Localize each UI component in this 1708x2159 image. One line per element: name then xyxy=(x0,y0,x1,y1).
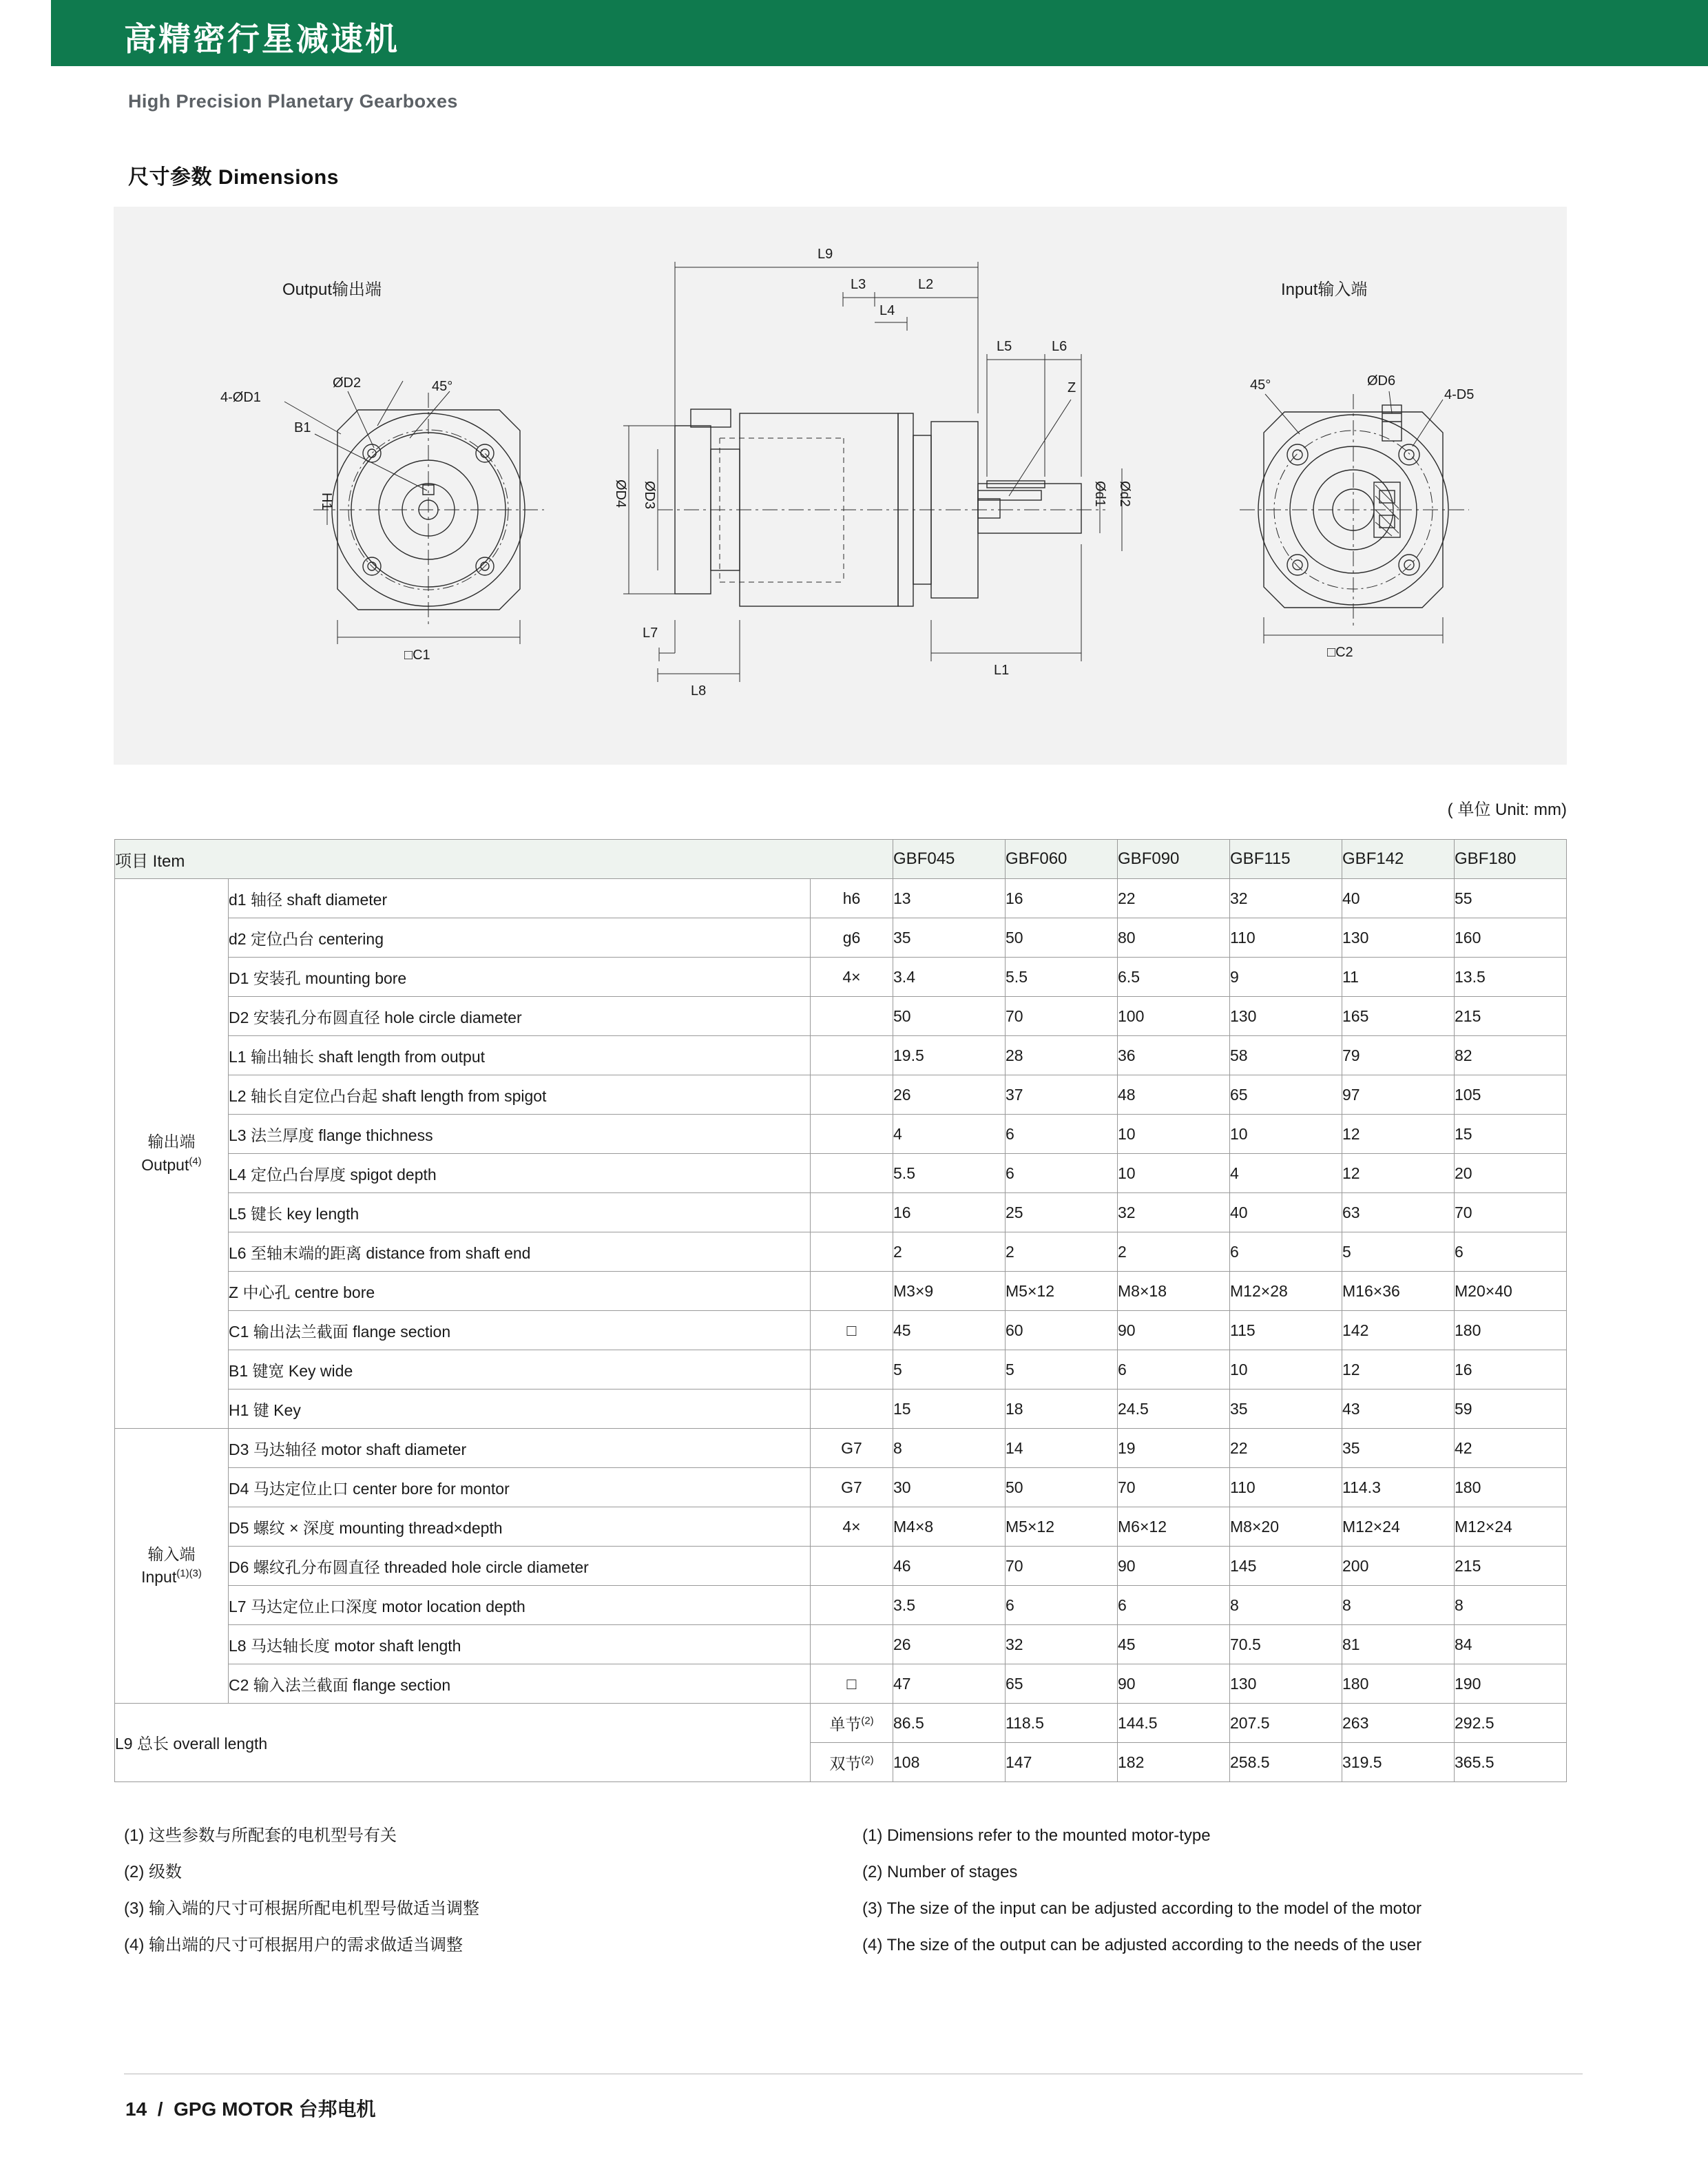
cell-value: 97 xyxy=(1342,1075,1455,1115)
cell-value: 26 xyxy=(893,1075,1006,1115)
cell-value: 5 xyxy=(1342,1232,1455,1272)
cell-value: 37 xyxy=(1006,1075,1118,1115)
page-subtitle: High Precision Planetary Gearboxes xyxy=(128,91,458,112)
cell-value: 160 xyxy=(1455,918,1567,958)
row-tol xyxy=(811,1154,893,1193)
row-tol: h6 xyxy=(811,879,893,918)
footnotes-cn xyxy=(124,1826,730,1972)
cell-value: 6 xyxy=(1006,1586,1118,1625)
cell-value: M12×28 xyxy=(1230,1272,1342,1311)
cell-value: 46 xyxy=(893,1547,1006,1586)
cell-value: 110 xyxy=(1230,918,1342,958)
cell-value: 145 xyxy=(1230,1547,1342,1586)
table-row xyxy=(115,1115,1567,1154)
row-tol xyxy=(811,1586,893,1625)
group-label-input-en: Input xyxy=(141,1568,177,1586)
row-tol xyxy=(811,1232,893,1272)
cell-value: M12×24 xyxy=(1342,1507,1455,1547)
group-label-input xyxy=(115,1429,229,1704)
cell-value: 6 xyxy=(1118,1350,1230,1390)
cell-value: 365.5 xyxy=(1455,1743,1567,1782)
cell-value: 6 xyxy=(1230,1232,1342,1272)
cell-value: 48 xyxy=(1118,1075,1230,1115)
cell-value: 45 xyxy=(1118,1625,1230,1664)
cell-value: 63 xyxy=(1342,1193,1455,1232)
footnote-cn-2: (2) 级数 xyxy=(124,1863,182,1881)
cell-value: 32 xyxy=(1230,879,1342,918)
table-row xyxy=(115,958,1567,997)
cell-value: 142 xyxy=(1342,1311,1455,1350)
cell-value: 50 xyxy=(1006,918,1118,958)
cell-value: 115 xyxy=(1230,1311,1342,1350)
table-row xyxy=(115,1664,1567,1704)
cell-value: 6 xyxy=(1118,1586,1230,1625)
row-desc: D2 安装孔分布圆直径 hole circle diameter xyxy=(229,997,811,1036)
cell-value: 50 xyxy=(1006,1468,1118,1507)
drawing-output-label: Output输出端 xyxy=(282,280,382,299)
cell-value: 5.5 xyxy=(893,1154,1006,1193)
cell-value: 4 xyxy=(1230,1154,1342,1193)
cell-value: 35 xyxy=(1230,1390,1342,1429)
page-footer xyxy=(125,2094,376,2122)
page-title: 高精密行星减速机 xyxy=(124,21,399,57)
row-desc: L4 定位凸台厚度 spigot depth xyxy=(229,1154,811,1193)
cell-value: 32 xyxy=(1006,1625,1118,1664)
cell-value: 144.5 xyxy=(1118,1704,1230,1743)
cell-value: 215 xyxy=(1455,1547,1567,1586)
cell-value: 35 xyxy=(1342,1429,1455,1468)
cell-value: 130 xyxy=(1342,918,1455,958)
label-l5: L5 xyxy=(997,339,1012,354)
cell-value: M5×12 xyxy=(1006,1507,1118,1547)
row-desc: Z 中心孔 centre bore xyxy=(229,1272,811,1311)
cell-value: 70 xyxy=(1455,1193,1567,1232)
row-tol xyxy=(811,1390,893,1429)
cell-value: 215 xyxy=(1455,997,1567,1036)
cell-value: 105 xyxy=(1455,1075,1567,1115)
cell-value: 12 xyxy=(1342,1115,1455,1154)
row-desc: D4 马达定位止口 center bore for montor xyxy=(229,1468,811,1507)
table-row xyxy=(115,1547,1567,1586)
table-row xyxy=(115,1193,1567,1232)
cell-value: 6 xyxy=(1455,1232,1567,1272)
row-tol xyxy=(811,997,893,1036)
label-l6: L6 xyxy=(1052,339,1068,354)
cell-value: 18 xyxy=(1006,1390,1118,1429)
cell-value: 25 xyxy=(1006,1193,1118,1232)
row-tol: □ xyxy=(811,1664,893,1704)
cell-value: 82 xyxy=(1455,1036,1567,1075)
cell-value: 8 xyxy=(1230,1586,1342,1625)
group-label-output-en: Output xyxy=(141,1155,189,1174)
cell-value: 263 xyxy=(1342,1704,1455,1743)
cell-value: M8×20 xyxy=(1230,1507,1342,1547)
cell-value: 12 xyxy=(1342,1154,1455,1193)
unit-note: ( 单位 Unit: mm) xyxy=(1447,800,1567,819)
row-tol xyxy=(811,1036,893,1075)
label-h1: H1 xyxy=(319,493,334,510)
label-c2: □C2 xyxy=(1327,645,1353,660)
table-row xyxy=(115,1036,1567,1075)
row-desc: D3 马达轴径 motor shaft diameter xyxy=(229,1429,811,1468)
cell-value: 84 xyxy=(1455,1625,1567,1664)
cell-value: 190 xyxy=(1455,1664,1567,1704)
overall-stage1-label xyxy=(811,1704,893,1743)
cell-value: 55 xyxy=(1455,879,1567,918)
cell-value: 15 xyxy=(893,1390,1006,1429)
row-desc: d2 定位凸台 centering xyxy=(229,918,811,958)
label-l3: L3 xyxy=(851,277,866,292)
cell-value: 100 xyxy=(1118,997,1230,1036)
cell-value: 80 xyxy=(1118,918,1230,958)
label-small-d1: Ød1 xyxy=(1092,481,1107,507)
cell-value: M8×18 xyxy=(1118,1272,1230,1311)
cell-value: 30 xyxy=(893,1468,1006,1507)
row-tol xyxy=(811,1272,893,1311)
cell-value: 182 xyxy=(1118,1743,1230,1782)
row-desc: H1 键 Key xyxy=(229,1390,811,1429)
table-row-overall-stage1 xyxy=(115,1704,1567,1743)
cell-value: 110 xyxy=(1230,1468,1342,1507)
row-tol: G7 xyxy=(811,1468,893,1507)
cell-value: 32 xyxy=(1118,1193,1230,1232)
cell-value: 20 xyxy=(1455,1154,1567,1193)
group-label-input-cn: 输入端 xyxy=(147,1545,196,1563)
header-model-1: GBF060 xyxy=(1006,840,1118,879)
label-l8: L8 xyxy=(691,683,707,699)
cell-value: 16 xyxy=(893,1193,1006,1232)
footnotes-en xyxy=(862,1826,1579,1972)
drawing-input-label: Input输入端 xyxy=(1281,280,1368,299)
cell-value: 19 xyxy=(1118,1429,1230,1468)
cell-value: 65 xyxy=(1006,1664,1118,1704)
row-tol xyxy=(811,1115,893,1154)
row-desc: L2 轴长自定位凸台起 shaft length from spigot xyxy=(229,1075,811,1115)
cell-value: M6×12 xyxy=(1118,1507,1230,1547)
cell-value: 86.5 xyxy=(893,1704,1006,1743)
row-tol xyxy=(811,1547,893,1586)
table-row xyxy=(115,918,1567,958)
label-angle-left: 45° xyxy=(432,379,453,394)
header-model-4: GBF142 xyxy=(1342,840,1455,879)
cell-value: M20×40 xyxy=(1455,1272,1567,1311)
cell-value: M4×8 xyxy=(893,1507,1006,1547)
cell-value: 19.5 xyxy=(893,1036,1006,1075)
label-4-d5: 4-D5 xyxy=(1444,387,1475,402)
footnote-cn-3: (3) 输入端的尺寸可根据所配电机型号做适当调整 xyxy=(124,1899,479,1918)
cell-value: 8 xyxy=(1455,1586,1567,1625)
row-tol xyxy=(811,1625,893,1664)
cell-value: M16×36 xyxy=(1342,1272,1455,1311)
cell-value: 15 xyxy=(1455,1115,1567,1154)
row-tol: □ xyxy=(811,1311,893,1350)
row-desc: D1 安装孔 mounting bore xyxy=(229,958,811,997)
cell-value: 14 xyxy=(1006,1429,1118,1468)
cell-value: 81 xyxy=(1342,1625,1455,1664)
label-4-d1: 4-ØD1 xyxy=(220,390,261,405)
cell-value: 24.5 xyxy=(1118,1390,1230,1429)
cell-value: 36 xyxy=(1118,1036,1230,1075)
page-header xyxy=(0,0,1708,66)
row-desc: L5 键长 key length xyxy=(229,1193,811,1232)
technical-drawing-svg xyxy=(114,207,1567,765)
table-header-row xyxy=(115,840,1567,879)
cell-value: 207.5 xyxy=(1230,1704,1342,1743)
row-tol xyxy=(811,1350,893,1390)
row-desc: L1 输出轴长 shaft length from output xyxy=(229,1036,811,1075)
cell-value: 42 xyxy=(1455,1429,1567,1468)
row-desc: d1 轴径 shaft diameter xyxy=(229,879,811,918)
footer-brand: GPG MOTOR 台邦电机 xyxy=(174,2098,376,2120)
row-tol: 4× xyxy=(811,958,893,997)
row-desc: D6 螺纹孔分布圆直径 threaded hole circle diameter xyxy=(229,1547,811,1586)
label-small-d2: Ød2 xyxy=(1117,481,1132,507)
cell-value: 165 xyxy=(1342,997,1455,1036)
cell-value: 6.5 xyxy=(1118,958,1230,997)
cell-value: M12×24 xyxy=(1455,1507,1567,1547)
label-b1: B1 xyxy=(294,420,311,435)
cell-value: 60 xyxy=(1006,1311,1118,1350)
cell-value: 45 xyxy=(893,1311,1006,1350)
cell-value: 4 xyxy=(893,1115,1006,1154)
cell-value: 11 xyxy=(1342,958,1455,997)
table-row xyxy=(115,1272,1567,1311)
cell-value: 13 xyxy=(893,879,1006,918)
label-d2: ØD2 xyxy=(333,375,362,391)
row-desc: L3 法兰厚度 flange thichness xyxy=(229,1115,811,1154)
label-d6: ØD6 xyxy=(1367,373,1396,389)
cell-value: 70 xyxy=(1006,997,1118,1036)
row-desc: C2 输入法兰截面 flange section xyxy=(229,1664,811,1704)
cell-value: 58 xyxy=(1230,1036,1342,1075)
cell-value: 16 xyxy=(1006,879,1118,918)
cell-value: 50 xyxy=(893,997,1006,1036)
cell-value: 90 xyxy=(1118,1311,1230,1350)
footnote-en-1: (1) Dimensions refer to the mounted motor-type xyxy=(862,1826,1211,1845)
cell-value: 26 xyxy=(893,1625,1006,1664)
overall-stage2-sup: (2) xyxy=(861,1753,874,1766)
footnote-cn-1: (1) 这些参数与所配套的电机型号有关 xyxy=(124,1826,397,1845)
cell-value: 16 xyxy=(1455,1350,1567,1390)
cell-value: 6 xyxy=(1006,1115,1118,1154)
cell-value: 8 xyxy=(893,1429,1006,1468)
footnote-cn-4: (4) 输出端的尺寸可根据用户的需求做适当调整 xyxy=(124,1936,463,1954)
cell-value: 2 xyxy=(1006,1232,1118,1272)
label-l2: L2 xyxy=(918,277,934,292)
header-item: 项目 Item xyxy=(115,840,893,879)
cell-value: 79 xyxy=(1342,1036,1455,1075)
overall-length-label: L9 总长 overall length xyxy=(115,1704,811,1782)
table-row xyxy=(115,1154,1567,1193)
cell-value: 5 xyxy=(1006,1350,1118,1390)
cell-value: 90 xyxy=(1118,1547,1230,1586)
cell-value: 13.5 xyxy=(1455,958,1567,997)
footer-separator: / xyxy=(157,2098,163,2120)
label-l7: L7 xyxy=(643,626,658,641)
overall-stage2-label xyxy=(811,1743,893,1782)
table-row xyxy=(115,997,1567,1036)
cell-value: 108 xyxy=(893,1743,1006,1782)
cell-value: 22 xyxy=(1118,879,1230,918)
cell-value: 147 xyxy=(1006,1743,1118,1782)
cell-value: 70 xyxy=(1006,1547,1118,1586)
cell-value: 200 xyxy=(1342,1547,1455,1586)
cell-value: 35 xyxy=(893,918,1006,958)
footnote-en-4: (4) The size of the output can be adjusted according to the needs of the user xyxy=(862,1936,1422,1954)
row-desc: B1 键宽 Key wide xyxy=(229,1350,811,1390)
cell-value: M5×12 xyxy=(1006,1272,1118,1311)
cell-value: 22 xyxy=(1230,1429,1342,1468)
cell-value: 9 xyxy=(1230,958,1342,997)
cell-value: 40 xyxy=(1342,879,1455,918)
header-model-0: GBF045 xyxy=(893,840,1006,879)
label-l9: L9 xyxy=(817,247,833,262)
cell-value: 130 xyxy=(1230,1664,1342,1704)
table-row xyxy=(115,1429,1567,1468)
cell-value: 2 xyxy=(1118,1232,1230,1272)
cell-value: 12 xyxy=(1342,1350,1455,1390)
overall-stage1-sup: (2) xyxy=(861,1714,874,1726)
row-desc: C1 输出法兰截面 flange section xyxy=(229,1311,811,1350)
table-row xyxy=(115,879,1567,918)
cell-value: 5.5 xyxy=(1006,958,1118,997)
section-title: 尺寸参数 Dimensions xyxy=(128,166,339,189)
cell-value: 2 xyxy=(893,1232,1006,1272)
cell-value: 10 xyxy=(1118,1115,1230,1154)
cell-value: 3.5 xyxy=(893,1586,1006,1625)
cell-value: 90 xyxy=(1118,1664,1230,1704)
cell-value: 258.5 xyxy=(1230,1743,1342,1782)
cell-value: M3×9 xyxy=(893,1272,1006,1311)
cell-value: 319.5 xyxy=(1342,1743,1455,1782)
cell-value: 43 xyxy=(1342,1390,1455,1429)
cell-value: 70 xyxy=(1118,1468,1230,1507)
overall-stage2-text: 双节 xyxy=(829,1754,862,1773)
cell-value: 40 xyxy=(1230,1193,1342,1232)
row-desc: D5 螺纹 × 深度 mounting thread×depth xyxy=(229,1507,811,1547)
label-l4: L4 xyxy=(879,303,895,318)
footnote-en-3: (3) The size of the input can be adjusted according to the model of the motor xyxy=(862,1899,1422,1918)
cell-value: 6 xyxy=(1006,1154,1118,1193)
dimension-drawing-panel xyxy=(114,207,1567,765)
label-d4: ØD4 xyxy=(613,479,628,508)
table-row xyxy=(115,1390,1567,1429)
cell-value: 10 xyxy=(1118,1154,1230,1193)
row-tol xyxy=(811,1193,893,1232)
header-white-notch xyxy=(0,0,51,66)
header-model-2: GBF090 xyxy=(1118,840,1230,879)
cell-value: 130 xyxy=(1230,997,1342,1036)
cell-value: 180 xyxy=(1455,1468,1567,1507)
table-row xyxy=(115,1468,1567,1507)
table-row xyxy=(115,1350,1567,1390)
cell-value: 180 xyxy=(1342,1664,1455,1704)
group-label-output-sup: (4) xyxy=(189,1155,202,1167)
label-c1: □C1 xyxy=(404,648,430,663)
table-row xyxy=(115,1625,1567,1664)
cell-value: 10 xyxy=(1230,1115,1342,1154)
table-row xyxy=(115,1507,1567,1547)
table-row xyxy=(115,1311,1567,1350)
group-label-input-sup: (1)(3) xyxy=(176,1567,202,1580)
label-d3: ØD3 xyxy=(642,481,657,510)
row-tol xyxy=(811,1075,893,1115)
row-tol: G7 xyxy=(811,1429,893,1468)
label-angle-right: 45° xyxy=(1250,378,1271,393)
cell-value: 3.4 xyxy=(893,958,1006,997)
label-z: Z xyxy=(1068,380,1076,395)
overall-stage1-text: 单节 xyxy=(829,1715,862,1733)
table-row xyxy=(115,1586,1567,1625)
group-label-output xyxy=(115,879,229,1429)
footnote-en-2: (2) Number of stages xyxy=(862,1863,1018,1881)
cell-value: 8 xyxy=(1342,1586,1455,1625)
row-tol: g6 xyxy=(811,918,893,958)
table-row xyxy=(115,1075,1567,1115)
cell-value: 65 xyxy=(1230,1075,1342,1115)
cell-value: 292.5 xyxy=(1455,1704,1567,1743)
cell-value: 180 xyxy=(1455,1311,1567,1350)
cell-value: 10 xyxy=(1230,1350,1342,1390)
dimensions-table xyxy=(114,839,1567,1782)
row-desc: L6 至轴末端的距离 distance from shaft end xyxy=(229,1232,811,1272)
page-number: 14 xyxy=(125,2098,147,2120)
row-desc: L7 马达定位止口深度 motor location depth xyxy=(229,1586,811,1625)
cell-value: 5 xyxy=(893,1350,1006,1390)
header-model-5: GBF180 xyxy=(1455,840,1567,879)
dimensions-table-wrap xyxy=(114,839,1566,1782)
row-tol: 4× xyxy=(811,1507,893,1547)
row-desc: L8 马达轴长度 motor shaft length xyxy=(229,1625,811,1664)
cell-value: 59 xyxy=(1455,1390,1567,1429)
cell-value: 118.5 xyxy=(1006,1704,1118,1743)
header-model-3: GBF115 xyxy=(1230,840,1342,879)
cell-value: 28 xyxy=(1006,1036,1118,1075)
cell-value: 114.3 xyxy=(1342,1468,1455,1507)
label-l1: L1 xyxy=(994,663,1010,678)
group-label-output-cn: 输出端 xyxy=(147,1133,196,1151)
cell-value: 70.5 xyxy=(1230,1625,1342,1664)
table-row xyxy=(115,1232,1567,1272)
cell-value: 47 xyxy=(893,1664,1006,1704)
